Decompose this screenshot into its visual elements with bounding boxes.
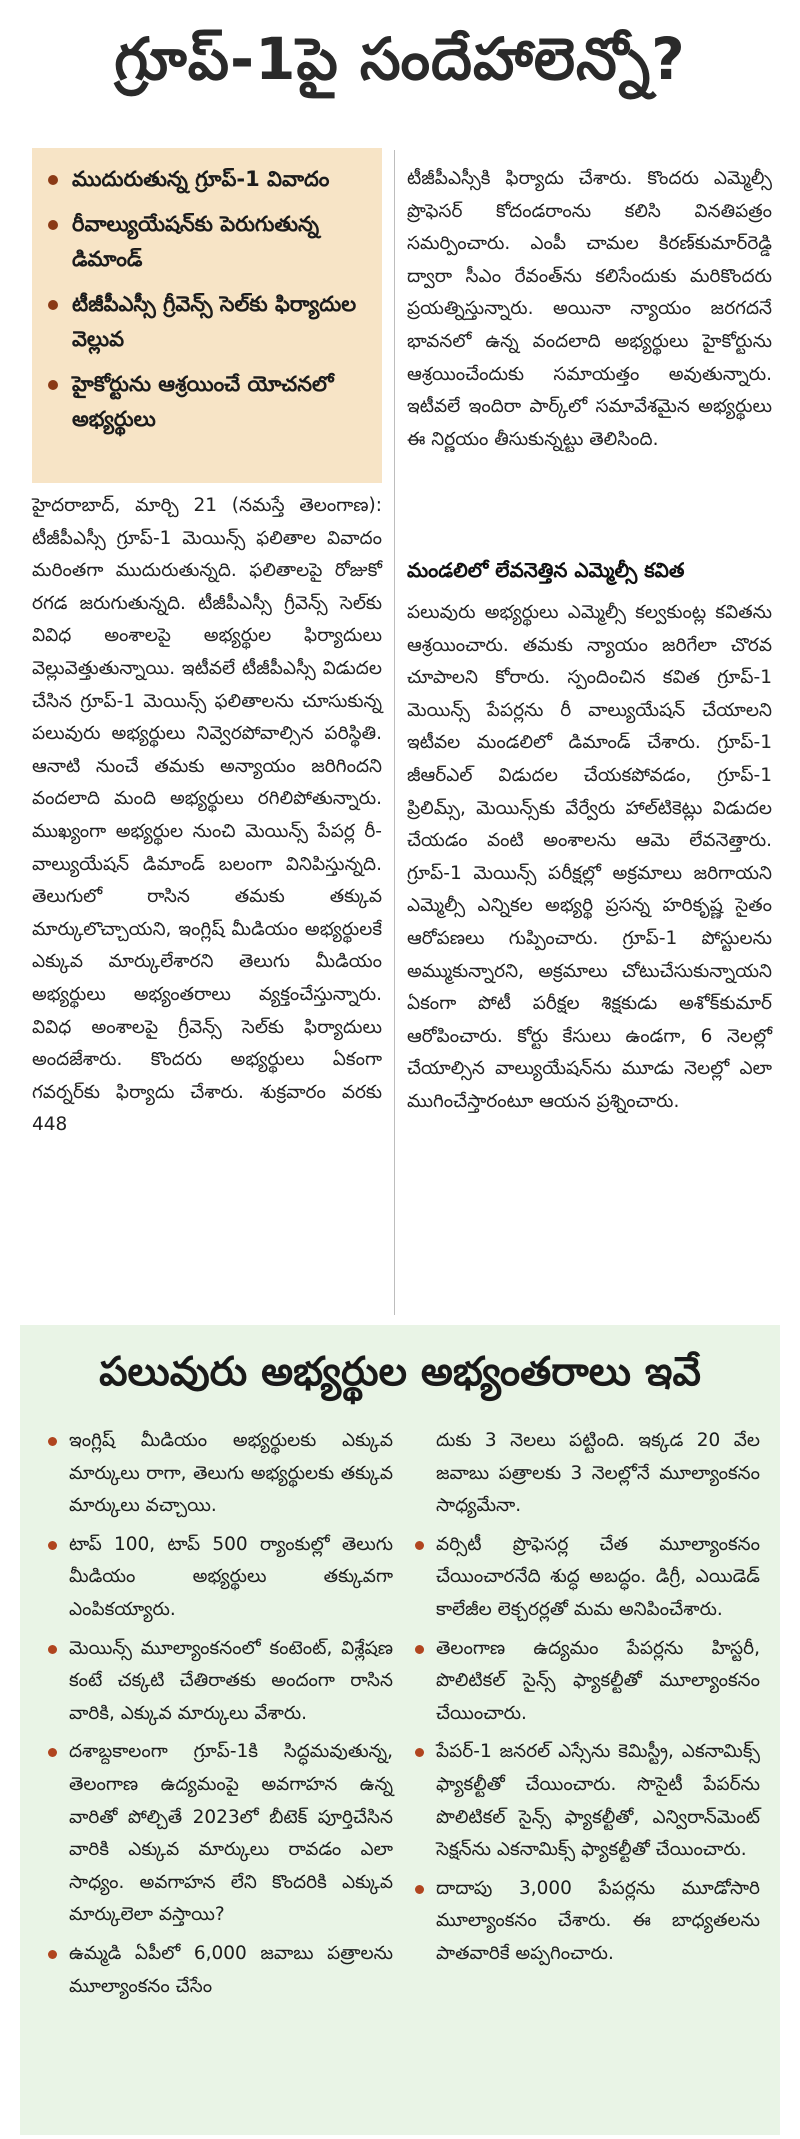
bullet-icon [48,175,58,185]
bullet-icon [48,380,58,390]
bullet-icon [48,220,58,230]
objection-text: ఉమ్మడి ఏపీలో 6,000 జవాబు పత్రాలను మూల్యాంకనం చేసేం [69,1942,393,1997]
highlight-text: టీజీపీఎస్సీ గ్రీవెన్స్ సెల్‌కు ఫిర్యాదుల వెల్లువ [72,292,357,351]
bullet-icon [48,1950,57,1959]
bullet-icon [48,1748,57,1757]
bullet-icon [415,1645,424,1654]
objection-item-continued [415,1425,760,1523]
highlight-item [46,207,370,277]
bullet-icon [48,300,58,310]
highlights-box [32,148,382,483]
objection-text: వర్సిటీ ప్రొఫెసర్ల చేత మూల్యాంకనం చేయించారనేది శుద్ధ అబద్ధం. డిగ్రీ, ఎయిడెడ్ కాలేజీల లెక్చరర్లతో మమ అనిపించేశారు. [436,1533,760,1620]
objection-item [48,1633,393,1731]
article-subheading: మండలిలో లేవనెత్తిన ఎమ్మెల్సీ కవిత [407,558,685,582]
bullet-icon [48,1541,57,1550]
article-right-column-bottom: పలువురు అభ్యర్థులు ఎమ్మెల్సీ కల్వకుంట్ల కవితను ఆశ్రయించారు. తమకు న్యాయం జరిగేలా చొరవ చూపాలని కోరారు. స్పందించిన కవిత గ్రూప్-1 మెయిన్స్ పేపర్లను రీ వాల్యుయేషన్ చేయాలని ఇటీవల మండలిలో డిమాండ్ చేశారు. గ్రూప్-1 జీఆర్‌ఎల్ విడుదల చేయకపోవడం, గ్రూప్-1 ప్రిలిమ్స్, మెయిన్స్‌కు వేర్వేరు హాల్‌టికెట్లు విడుదల చేయడం వంటి అంశాలను ఆమె లేవనెత్తారు. గ్రూప్-1 మెయిన్స్ పరీక్షల్లో అక్రమాలు జరిగాయని ఎమ్మెల్సీ ఎన్నికల అభ్యర్థి ప్రసన్న హరికృష్ణ సైతం ఆరోపణలు గుప్పించారు. గ్రూప్-1 పోస్టులను అమ్ముకున్నారని, అక్రమాలు చోటుచేసుకున్నాయని ఏకంగా పోటీ పరీక్షల శిక్షకుడు అశోక్‌కుమార్ ఆరోపించారు. కోర్టు కేసులు ఉండగా, 6 నెలల్లో చేయాల్సిన వాల్యుయేషన్‌ను మూడు నెలల్లో ఎలా ముగించేస్తారంటూ ఆయన ప్రశ్నించారు. [407,602,772,1112]
objection-text: టాప్ 100, టాప్ 500 ర్యాంకుల్లో తెలుగు మీడియం అభ్యర్థులు తక్కువగా ఎంపికయ్యారు. [69,1533,393,1620]
objection-text: తెలంగాణ ఉద్యమం పేపర్లను హిస్టరీ, పొలిటికల్ సైన్స్ ఫ్యాకల్టీతో మూల్యాంకనం చేయించారు. [436,1637,760,1724]
objection-text: దుకు 3 నెలలు పట్టింది. ఇక్కడ 20 వేల జవాబు పత్రాలకు 3 నెలల్లోనే మూల్యాంకనం సాధ్యమేనా. [436,1430,760,1517]
highlight-item [46,162,370,197]
bullet-icon [48,1645,57,1654]
highlight-text: హైకోర్టును ఆశ్రయించే యోచనలో అభ్యర్థులు [72,372,334,431]
objection-item [48,1736,393,1932]
bullet-icon [48,1437,57,1446]
highlight-item [46,287,370,357]
objections-title: పలువురు అభ్యర్థుల అభ్యంతరాలు ఇవే [99,1349,701,1395]
article-right-column-top: టీజీపీఎస్సీకి ఫిర్యాదు చేశారు. కొందరు ఎమ్మెల్సీ ప్రొఫెసర్ కోదండరాంను కలిసి వినతిపత్రం సమర్పించారు. ఎంపీ చామల కిరణ్‌కుమార్‌రెడ్డి ద్వారా సీఎం రేవంత్‌ను కలిసేందుకు మరికొందరు ప్రయత్నిస్తున్నారు. అయినా న్యాయం జరగదనే భావనలో ఉన్న వందలాది అభ్యర్థులు హైకోర్టును ఆశ్రయించేందుకు సమాయత్తం అవుతున్నారు. ఇటీవలే ఇందిరా పార్క్‌లో సమావేశమైన అభ్యర్థులు ఈ నిర్ణయం తీసుకున్నట్టు తెలిసింది. [407,168,772,450]
objections-left-column [48,1425,393,2009]
highlight-text: రీవాల్యుయేషన్‌కు పెరుగుతున్న డిమాండ్ [72,212,320,271]
bullet-icon [415,1748,424,1757]
objection-text: మెయిన్స్ మూల్యాంకనంలో కంటెంట్, విశ్లేషణ కంటే చక్కటి చేతిరాతకు అందంగా రాసిన వారికి, ఎక్కువ మార్కులు వేశారు. [69,1637,393,1724]
objection-item [48,1425,393,1523]
objections-right-column [415,1425,760,1977]
objection-item [415,1529,760,1627]
headline: గ్రూప్-1పై సందేహాలెన్నో? [114,25,686,93]
article-left-column: హైదరాబాద్, మార్చి 21 (నమస్తే తెలంగాణ): టీజీపీఎస్సీ గ్రూప్-1 మెయిన్స్ ఫలితాల వివాదం మరింతగా ముదురుతున్నది. ఫలితాలపై రోజుకో రగడ జరుగుతున్నది. టీజీపీఎస్సీ గ్రీవెన్స్ సెల్‌కు వివిధ అంశాలపై అభ్యర్థుల ఫిర్యాదులు వెల్లువెత్తుతున్నాయి. ఇటీవలే టీజీపీఎస్సీ విడుదల చేసిన గ్రూప్-1 మెయిన్స్ ఫలితాలను చూసుకున్న పలువురు అభ్యర్థులు నివ్వెరపోవాల్సిన పరిస్థితి. ఆనాటి నుంచే తమకు అన్యాయం జరిగిందని వందలాది మంది అభ్యర్థులు రగిలిపోతున్నారు. ముఖ్యంగా అభ్యర్థుల నుంచి మెయిన్స్ పేపర్ల రీ-వాల్యుయేషన్ డిమాండ్ బలంగా వినిపిస్తున్నది. తెలుగులో రాసిన తమకు తక్కువ మార్కులొచ్చాయని, ఇంగ్లిష్ మీడియం అభ్యర్థులకే ఎక్కువ మార్కులేశారని తెలుగు మీడియం అభ్యర్థులు అభ్యంతరాలు వ్యక్తంచేస్తున్నారు. వివిధ అంశాలపై గ్రీవెన్స్ సెల్‌కు ఫిర్యాదులు అందజేశారు. కొందరు అభ్యర్థులు ఏకంగా గవర్నర్‌కు ఫిర్యాదు చేశారు. శుక్రవారం వరకు 448 [32,495,382,1136]
highlight-item [46,367,370,437]
objection-text: దశాబ్దకాలంగా గ్రూప్-1కి సిద్ధమవుతున్న, తెలంగాణ ఉద్యమంపై అవగాహన ఉన్న వారితో పోల్చితే 2023లో బీటెక్ పూర్తిచేసిన వారికి ఎక్కువ మార్కులు రావడం ఎలా సాధ్యం. అవగాహన లేని కొందరికి ఎక్కువ మార్కులెలా వస్తాయి? [69,1741,393,1926]
objection-item [415,1633,760,1731]
objection-text: ఇంగ్లిష్ మీడియం అభ్యర్థులకు ఎక్కువ మార్కులు రాగా, తెలుగు అభ్యర్థులకు తక్కువ మార్కులు వచ్చాయి. [69,1430,393,1517]
objection-item [415,1736,760,1866]
objection-item [48,1938,393,2003]
column-divider [394,150,395,1315]
bullet-icon [415,1885,424,1894]
objection-item [48,1529,393,1627]
objection-text: దాదాపు 3,000 పేపర్లను మూడోసారి మూల్యాంకనం చేశారు. ఈ బాధ్యతలను పాతవారికే అప్పగించారు. [436,1877,760,1964]
highlight-text: ముదురుతున్న గ్రూప్-1 వివాదం [72,167,330,191]
bullet-icon [415,1541,424,1550]
objection-item [415,1873,760,1971]
objections-box [20,1325,780,2135]
objection-text: పేపర్-1 జనరల్ ఎస్సేను కెమిస్ట్రీ, ఎకనామిక్స్ ఫ్యాకల్టీతో చేయించారు. సొసైటీ పేపర్‌ను పొలిటికల్ సైన్స్ ఫ్యాకల్టీతో, ఎన్విరాన్‌మెంట్ సెక్షన్‌ను ఎకనామిక్స్ ఫ్యాకల్టీతో చేయించారు. [436,1741,760,1861]
